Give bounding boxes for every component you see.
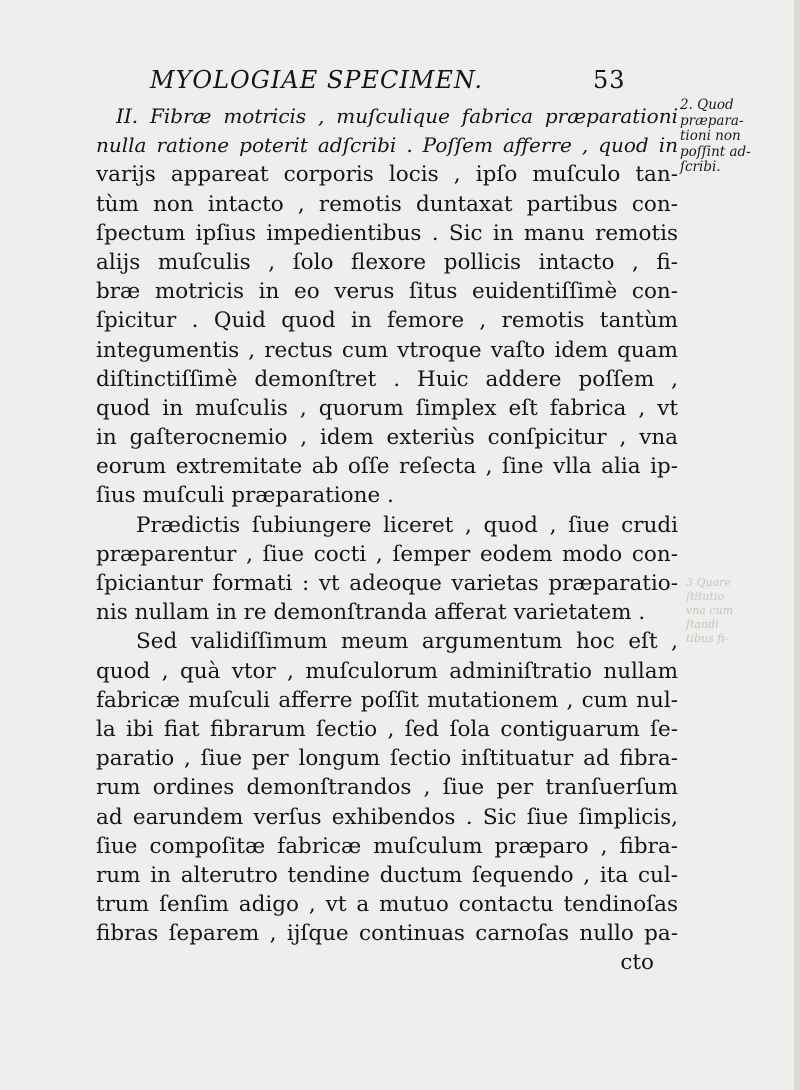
text-line: rum ordines demonſtrandos , ſiue per tranſuerſum (96, 775, 678, 801)
text-line: integumentis , rectus cum vtroque vaſto idem quam (96, 337, 678, 363)
margin-note-line: 2. Quod (680, 97, 734, 113)
bleed-through-line: ſtandi (686, 618, 719, 631)
bleed-through-line: tibus fi- (686, 632, 729, 645)
margin-note (680, 98, 772, 176)
text-line: Prædictis ſubiungere liceret , quod , ſiue crudi (136, 512, 678, 538)
margin-note-line: poſſint ad- (680, 143, 751, 160)
text-line: II. Fibræ motricis , muſculique fabrica præparationi (116, 104, 678, 128)
text-line: Sed validiſſimum meum argumentum hoc eſt , (136, 629, 678, 655)
text-line: fibras ſeparem , ijſque continuas carnoſas nullo pa- (96, 921, 678, 947)
text-line: ſpicitur . Quid quod in femore , remotis tantùm (96, 308, 678, 334)
text-line: ſius muſculi præparatione . (96, 483, 394, 509)
margin-note-line: tioni non (680, 128, 741, 144)
page-header (150, 66, 650, 100)
text-line: paratio , ſiue per longum ſectio inſtituatur ad fibra- (96, 746, 678, 772)
body-text (96, 102, 678, 978)
text-line: nis nullam in re demonſtranda afferat varietatem . (96, 600, 646, 626)
margin-note-line: ſcribi. (680, 159, 721, 175)
running-title: MYOLOGIAE SPECIMEN. (150, 66, 483, 94)
text-line: ſiue compoſitæ fabricæ muſculum præparo , fibra- (96, 833, 678, 859)
text-line: ad earundem verſus exhibendos . Sic ſiue ſimplicis, (96, 804, 678, 830)
bleed-through-line: ſtitutio (686, 590, 725, 603)
text-line: fabricæ muſculi afferre poſſit mutationem , cum nul- (96, 687, 678, 713)
text-line: rum in alterutro tendine ductum ſequendo , ita cul- (96, 862, 678, 888)
text-line: præparentur , ſiue cocti , ſemper eodem modo con- (96, 541, 678, 567)
bleed-through-line: vna cum (686, 604, 734, 617)
text-line: trum ſenſim adigo , vt a mutuo contactu tendinoſas (96, 892, 678, 918)
text-line: bræ motricis in eo verus ſitus euidentiſſimè con- (96, 279, 678, 305)
text-line: nulla ratione poterit adſcribi . Poſſem afferre , quod in (96, 133, 678, 158)
page-number: 53 (593, 66, 626, 94)
bleed-through-text (686, 576, 786, 646)
text-line: ſpiciantur formati : vt adeoque varietas præparatio- (96, 571, 678, 596)
text-line: tùm non intacto , remotis duntaxat partibus con- (96, 191, 678, 217)
text-line: quod , quà vtor , muſculorum adminiſtratio nullam (96, 658, 678, 684)
catchword: cto (620, 950, 654, 976)
text-line: alijs muſculis , ſolo flexore pollicis intacto , fi- (96, 249, 678, 275)
text-line: diſtinctiſſimè demonſtret . Huic addere poſſem , (96, 366, 678, 392)
page-edge (794, 0, 800, 1090)
text-line: eorum extremitate ab oſſe reſecta , ſine vlla alia ip- (96, 454, 678, 480)
text-line: ſpectum ipſius impedientibus . Sic in manu remotis (96, 220, 678, 246)
text-line: quod in muſculis , quorum ſimplex eſt fabrica , vt (96, 395, 678, 421)
margin-note-line: præpara- (680, 112, 744, 129)
text-line: in gaſterocnemio , idem exteriùs conſpicitur , vna (96, 425, 678, 451)
text-line: la ibi fiat fibrarum ſectio , ſed ſola contiguarum ſe- (96, 716, 678, 742)
bleed-through-line: 3 Quare (686, 576, 731, 589)
text-line: varijs appareat corporis locis , ipſo muſculo tan- (96, 162, 678, 188)
